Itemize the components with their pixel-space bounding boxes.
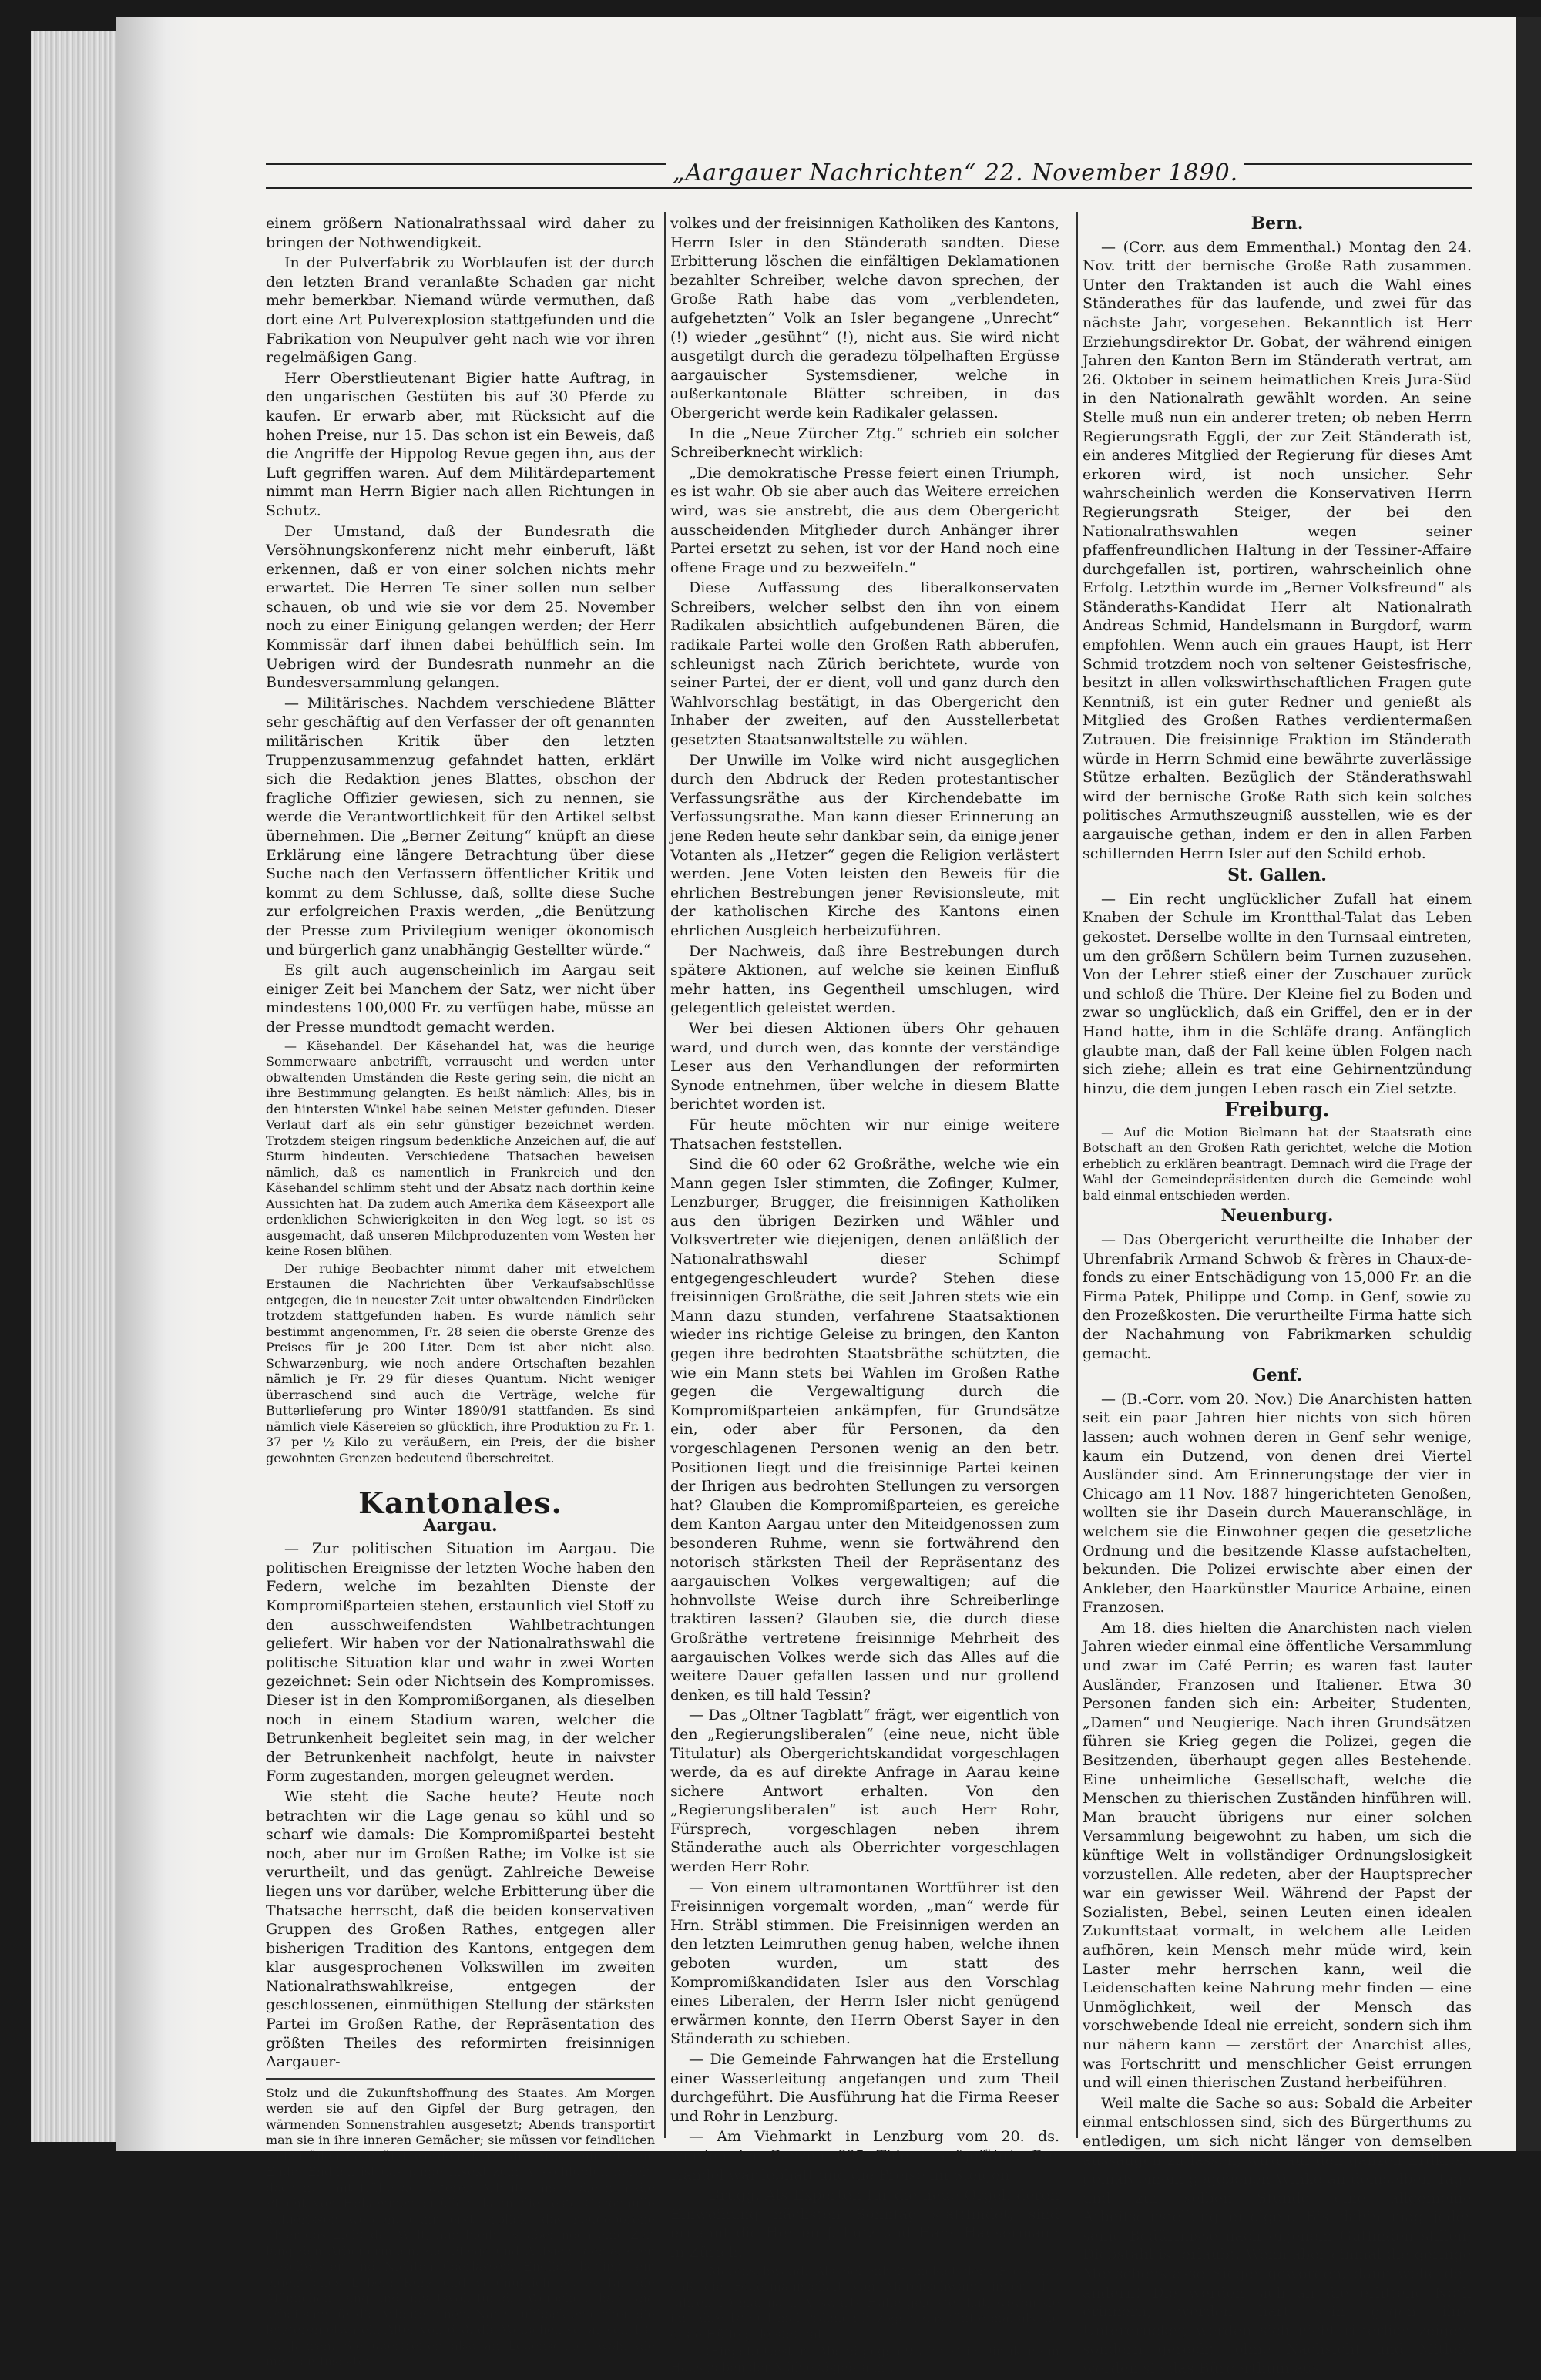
paragraph: Wie steht die Sache heute? Heute noch betrachten wir die Lage genau so kühl und so scharf wie damals: Die Kompromißpartei besteht noch, aber nur im Großen Rathe; im Volke ist sie verurtheilt, und das genügt. Zahlreiche Beweise liegen uns vor darüber, welche Erbitterung über die Thatsache herrscht, daß die beiden konservativen Gruppen des Großen Rathes, entgegen aller bisherigen Tradition des Kantons, entgegen dem klar ausgesprochenen Volkswillen im zweiten Nationalrathswahlkreise, entgegen der geschlossenen, einmüthigen Stellung der stärksten Partei im Großen Rathe, der Repräsentation des größten Theiles des reformirten freisinnigen Aargauer-	[266, 1788, 655, 2071]
paragraph: Der Umstand, daß der Bundesrath die Versöhnungskonferenz nicht mehr einberuft, läßt erkennen, daß er von einer solchen nichts mehr erwartet. Die Herren Te siner sollen nun selber schauen, ob und wie sie vor dem 25. November noch zu einer Einigung gelangen werden; der Herr Kommissär darf ihnen dabei behülflich sein. Im Uebrigen wird der Bundesrath nunmehr an die Bundesversammlung gelangen.	[266, 522, 655, 692]
paragraph: — Von einem ultramontanen Wortführer ist den Freisinnigen vorgemalt worden, „man“ werde für Hrn. Sträbl stimmen. Die Freisinnigen werden an den letzten Leimruthen genug haben, welche ihnen geboten wurden, um statt des Kompromißkandidaten Isler aus den Vorschlag eines Liberalen, der Herrn Isler nicht genügend erwärmen konnte, den Herrn Oberst Sayer in den Ständerath zu schieben.	[670, 1878, 1059, 2048]
column-rule-2	[1076, 212, 1078, 2138]
paragraph: — Brugg. Als Experten für die neue Orgel, deren Einweihung nächsten Sonntag stattfindet, sind ernannt die Herren J. Lutz und Hans Häusermann in Zürich.	[670, 2187, 1059, 2261]
paragraph: In die „Neue Zürcher Ztg.“ schrieb ein solcher Schreiberknecht wirklich:	[670, 425, 1059, 462]
paragraph: — Am Viehmarkt in Lenzburg vom 20. ds. wurden im Ganzen 695 Thiere aufgeführt. Der Handel war lebhaft und die Preise im Steigen.	[670, 2128, 1059, 2184]
paragraph: Herr Oberstlieutenant Bigier hatte Auftrag, in den ungarischen Gestüten bis auf 30 Pferde zu kaufen. Er erwarb aber, mit Rücksicht auf die hohen Preise, nur 15. Das schon ist ein Beweis, daß die Angriffe der Hippolog Revue gegen ihn, aus der Luft gegriffen waren. Auf dem Militärdepartement nimmt man Herrn Bigier nach allen Richtungen in Schutz.	[266, 369, 655, 519]
paragraph: volkes und der freisinnigen Katholiken des Kantons, Herrn Isler in den Ständerath sandten. Diese Erbitterung löschen die einfältigen Deklamationen bezahlter Schreiber, welche davon sprechen, der Große Rath habe das vom „verblendeten, aufgehetzten“ Volk an Isler begangene „Unrecht“ (!) wieder „gesühnt“ (!), nicht aus. Sie wird nicht ausgetilgt durch die geradezu tölpelhaften Ergüsse aargauischer Systemsdiener, welche in außerkantonale Blätter schreiben, in das Obergericht werde kein Radikaler gelassen.	[670, 215, 1059, 421]
paragraph: Sind die 60 oder 62 Großräthe, welche wie ein Mann gegen Isler stimmten, die Zofinger, Kulmer, Lenzburger, Brugger, die freisinnigen Katholiken aus den übrigen Bezirken und Wähler und Volksvertreter wie diejenigen, denen anläßlich der Nationalrathswahl dieser Schimpf entgegengeschleudert wurde? Stehen diese freisinnigen Großräthe, die seit Jahren stets wie ein Mann dazu stunden, verfahrene Staatsaktionen wieder ins richtige Geleise zu bringen, den Kanton gegen ihre bedrohten Staatsbräthe schützten, die wie ein Mann stets bei Wahlen im Großen Rathe gegen die Vergewaltigung durch die Kompromißparteien ankämpfen, für Grundsätze ein, oder aber für Personen, da den vorgeschlagenen Personen wenig an den betr. Positionen liegt und die freisinnige Partei keinen der Ihrigen aus bedrohten Stellungen zu versorgen hat? Glauben die Kompromißparteien, es gereiche dem Kanton Aargau unter den Miteidgenossen zum besonderen Ruhme, wenn sie fortwährend den notorisch stärksten Theil der Repräsentanz des aargauischen Volkes vergewaltigen; auf die hohnvollste Weise durch ihre Schreiberlinge traktiren lassen? Glauben sie, die durch diese Großräthe vertretene freisinnige Mehrheit des aargauischen Volkes werde sich das Alles auf die weitere Dauer gefallen lassen und nur grollend denken, es till hald Tessin?	[670, 1156, 1059, 1704]
paragraph: Der ruhige Beobachter nimmt daher mit etwelchem Erstaunen die Nachrichten über Verkaufsabschlüsse entgegen, die in neuester Zeit unter obwaltenden Eindrücken trotzdem stattgefunden haben. Es wurde nämlich sehr bestimmt angenommen, Fr. 28 seien die oberste Grenze des Preises für je 200 Liter. Dem ist aber nicht also. Schwarzenburg, wie noch andere Ortschaften bezahlen nämlich je Fr. 29 für dieses Quantum. Nicht weniger überraschend sind auch die Verträge, welche für Butterlieferung pro Winter 1890/91 stattfanden. Es sind nämlich viele Käsereien so glücklich, ihre Produktion zu Fr. 1. 37 per ½ Kilo zu veräußern, ein Preis, der die bisher gewohnten Grenzen bedeutend überschreitet.	[266, 1260, 655, 1465]
paragraph: In der Pulverfabrik zu Worblaufen ist der durch den letzten Brand veranlaßte Schaden gar nicht mehr bemerkbar. Niemand würde vermuthen, daß dort eine Art Pulverexplosion stattgefunden und die Fabrikation von Neupulver geht nach wie vor ihren regelmäßigen Gang.	[266, 254, 655, 367]
paragraph: Es gilt auch augenscheinlich im Aargau seit einiger Zeit bei Manchem der Satz, wer nicht über mindestens 100,000 Fr. zu verfügen habe, müsse an der Presse mundtodt gemacht werden.	[266, 962, 655, 1036]
masthead	[266, 158, 1472, 189]
paragraph: — Merenschwand. Als Seltenheit meldet der „Freisch.“, daß die Feuermannschaft von Merenschwand innert 1½ Jahren 10 mal nach Auswärts Hülfe geleistet hat, wovon sie im Jahre 1890 4 mal Prämien bezogen, das fünfte mal als die erste Hülfe geleistet hat.	[670, 2263, 1059, 2341]
paragraph: — Zur politischen Situation im Aargau. Die politischen Ereignisse der letzten Woche haben den Federn, welche im bezahlten Dienste der Kompromißparteien stehen, erstaunlich viel Stoff zu den ausschweifendsten Wahlbetrachtungen geliefert. Wir haben vor der Nationalrathswahl die politische Situation klar und wahr in zwei Worten gezeichnet: Sein oder Nichtsein des Kompromisses. Dieser ist in den Kompromißorganen, als dieselben noch in einem Stadium waren, welcher die Betrunkenheit begleitet sein mag, in der welcher der Betrunkenheit nachfolgt, heute in naivster Form zugestanden, morgen geleugnet werden.	[266, 1540, 655, 1785]
heading-neuenburg: Neuenburg.	[1220, 1206, 1334, 1227]
paragraph: „Die demokratische Presse feiert einen Triumph, es ist wahr. Ob sie aber auch das Weitere erreichen wird, was sie anstrebt, die aus dem Obergericht ausscheidenden Mitglieder durch Anhänger ihrer Partei ersetzt zu sehen, ist vor der Hand noch eine offene Frage und zu bezweifeln.“	[670, 464, 1059, 576]
section-title: Kantonales.	[358, 1485, 562, 1521]
binding-gutter	[116, 17, 200, 2151]
paragraph: Am 18. dies hielten die Anarchisten nach vielen Jahren wieder einmal eine öffentliche Versammlung und zwar im Café Perrin; es waren fast lauter Ausländer, Franzosen und Italiener. Etwa 30 Personen fanden sich ein: Arbeiter, Studenten, „Damen“ und Neugierige. Nach ihren Grundsätzen führen sie Krieg gegen die Polizei, gegen die Besitzenden, überhaupt gegen alles Bestehende. Eine unheimliche Gesellschaft, welche die Menschen zu thierischen Zuständen hinführen will. Man braucht übrigens nur einer solchen Versammlung beigewohnt zu haben, um sich die künftige Welt in vollständiger Ordnungslosigkeit vorzustellen. Alle redeten, aber der Hauptsprecher war ein gewisser Weil. Während der Papst der Sozialisten, Bebel, seinen Leuten einen idealen Zukunftstaat vormalt, in welchem alle Leiden aufhören, kein Mensch mehr müde wird, kein Laster mehr herrschen kann, weil die Leidenschaften keine Nahrung mehr finden — eine Unmöglichkeit, weil der Mensch das vorschwebende Ideal nie erreicht, sondern sich ihm nur nähern kann — zerstört der Anarchist alles, was Fortschritt und menschlicher Geist errungen und will einen thierischen Zustand herbeiführen.	[1083, 1619, 1472, 2092]
paragraph: — Ein recht unglücklicher Zufall hat einem Knaben der Schule im Krontthal-Talat das Leben gekostet. Derselbe wollte in den Turnsaal eintreten, um den größern Schülern beim Turnen zuzusehen. Von der Lehrer stieß einer der Zuschauer zurück und schloß die Thüre. Der Kleine fiel zu Boden und zwar so unglücklich, daß ein Griffel, den er in der Hand hatte, ihm in die Schläfe drang. Anfänglich glaubte man, daß der Fall keine üblen Folgen nach sich ziehe; allein es trat eine Gehirnentzündung hinzu, die dem jungen Leben rasch ein Ziel setzte.	[1083, 890, 1472, 1097]
paragraph: Diese Auffassung des liberalkonservaten Schreibers, welcher selbst den ihn von einem Radikalen absichtlich aufgebundenen Bären, die radikale Partei wolle den Großen Rath abberufen, schleunigst nach Zürich berichtete, wurde von seiner Partei, der er dient, voll und ganz durch den Wahlvorschlag bestätigt, in das Obergericht den Inhaber der zweiten, auf den Ausstellerbetat gesetzten Staatsanwaltstelle zu wählen.	[670, 579, 1059, 749]
heading-freiburg: Freiburg.	[1224, 1099, 1330, 1123]
paragraph: — (Corr. aus dem Emmenthal.) Montag den 24. Nov. tritt der bernische Große Rath zusammen. Unter den Traktanden ist auch die Wahl eines Ständerathes für das laufende, und zwei für das nächste Jahr, vorgesehen. Bekanntlich ist Herr Erziehungsdirektor Dr. Gobat, der während einigen Jahren den Kanton Bern im Ständerath vertrat, am 26. Oktober in seinem heimatlichen Kreis Jura-Süd in den Nationalrath gewählt worden. An seine Stelle muß nun ein anderer treten; ob neben Herrn Regierungsrath Eggli, der zur Zeit Ständerath ist, ein anderes Mitglied der Regierung für dieses Amt erkoren wird, ist noch unsicher. Sehr wahrscheinlich werden die Konservativen Herrn Regierungsrath Steiger, der bei den Nationalrathswahlen wegen seiner pfaffenfreundlichen Haltung in der Tessiner-Affaire durchgefallen ist, portiren, wahrscheinlich ohne Erfolg. Letzthin wurde im „Berner Volksfreund“ als Ständeraths-Kandidat Herr alt Nationalrath Andreas Schmid, Handelsmann in Burgdorf, warm empfohlen. Wenn auch ein graues Haupt, ist Herr Schmid trotzdem noch von seltener Geistesfrische, besitzt in allen volkswirthschaftlichen Fragen gute Kenntniß, ist ein guter Redner und genießt als Mitglied des Großen Rathes verdientermaßen Zutrauen. Die freisinnige Fraktion im Ständerath würde in Herrn Schmid eine bewährte zuverlässige Stütze erhalten. Bezüglich der Ständerathswahl wird der bernische Große Rath sich kein solches politisches Armuthszeugniß ausstellen, wie es der aargauische gethan, indem er den in allen Farben schillernden Herrn Isler auf den Schild erhob.	[1083, 238, 1472, 862]
paragraph: Stolz und die Zukunftshoffnung des Staates. Am Morgen werden sie auf den Gipfel der Burg getragen, den wärmenden Sonnenstrahlen ausgesetzt; Abends transportirt man sie in ihre inneren Gemächer; sie müssen vor feindlichen Ueberfällen geschützt werden; kurz, die Arbeit nimmt kein Ende. Endlich ist das junge Insekt zum Ausschlüpfen bereit, doch nur mit Hülfe der älteren Arbeiterinnen, die nun die Pflicht von Hebammen erfüllen, kann die feste Coconhülle aufgerissen werden; dann erst erblickt das neugeborene Thier das Licht der Welt; nun bleibt es aber noch eine Zeit lang den Arbeiterinnen, die Pflege und Aufsicht der älteren Geschwister und Nichten überlassen. Endlich beginnt ein eigentliches Leben: Kurz und vergnüglich ist es für die Männchen, lang und inhaltsvoll für die Weibchen, hart und arbeitsam für die Arbeiterinnen. Nach Lubbock erreichen die letzteren etwa ein Alter von 6–8, die Weibchen sogar von 13–15 Jahren, Sie übertreffen also an Lebensdauer wohl die meisten Insekten.	[266, 2085, 655, 2369]
feuilleton-rule	[266, 2078, 655, 2080]
section-subtitle: Aargau.	[423, 1515, 498, 1536]
paragraph: Für heute möchten wir nur einige weitere Thatsachen feststellen.	[670, 1116, 1059, 1153]
paragraph: Wer bei diesen Aktionen übers Ohr gehauen ward, und durch wen, das konnte der verständige Leser aus den Verhandlungen der reformirten Synode entnehmen, über welche in diesem Blatte berichtet worden ist.	[670, 1019, 1059, 1113]
column-1	[266, 214, 655, 2372]
paragraph: — Käsehandel. Der Käsehandel hat, was die heurige Sommerwaare anbetrifft, verrauscht und werden unter obwaltenden Umständen die Reste gering sein, die nicht an ihre Bestimmung gelangten. Es heißt nämlich: Alles, bis in den hintersten Winkel habe seinen Meister gefunden. Dieser Verlauf darf als ein sehr günstiger bezeichnet werden. Trotzdem steigen ringsum bedenkliche Anzeichen auf, die auf Sturm hindeuten. Verschiedene Thatsachen beweisen nämlich, daß es namentlich in Frankreich und den Käsehandel schlimm steht und der Absatz nach dorthin keine Aussichten hat. Da zudem auch Amerika dem Käseexport alle erdenklichen Schwierigkeiten in den Weg legt, so ist es ausgemacht, daß unseren Milchproduzenten vom Westen her keine Rosen blühen.	[266, 1038, 655, 1259]
paragraph: — Das „Oltner Tagblatt“ frägt, wer eigentlich von den „Regierungsliberalen“ (eine neue, nicht üble Titulatur) als Obergerichtskandidat vorgeschlagen werde, da es auf direkte Anfrage in Aarau keine sichere Antwort erhalten. Von den „Regierungsliberalen“ ist auch Herr Rohr, Fürsprech, vorgeschlagen neben ihrem Ständerathe auch als Oberrichter vorgeschlagen werden Herr Rohr.	[670, 1707, 1059, 1876]
scan-border	[1516, 17, 1541, 2151]
heading-st-gallen: St. Gallen.	[1227, 865, 1327, 886]
paragraph: — Militärisches. Nachdem verschiedene Blätter sehr geschäftig auf den Verfasser der oft genannten militärischen Kritik über den letzten Truppenzusammenzug gefahndet hatten, erklärt sich die Redaktion jenes Blattes, obschon der fragliche Offizier gewiesen, sich zu nennen, sie werde die Verantwortlichkeit für den Artikel selbst übernehmen. Die „Berner Zeitung“ knüpft an diese Erklärung eine längere Betrachtung über diese Suche nach den Verfassern öffentlicher Kritik und kommt zu dem Schlusse, daß, sollte diese Suche zur erfolgreichen Praxis werden, „die Benützung der Presse zum Privilegium weniger ökonomisch und bürgerlich ganz unabhängig Gestellter würde.“	[266, 694, 655, 958]
heading-genf: Genf.	[1251, 1365, 1303, 1386]
paragraph: Der Nachweis, daß ihre Bestrebungen durch spätere Aktionen, auf welche sie keinen Einfluß mehr hatten, ins Gegentheil umschlugen, wird gelegentlich geleistet werden.	[670, 942, 1059, 1017]
paragraph: einem größern Nationalrathssaal wird daher zu bringen der Nothwendigkeit.	[266, 215, 655, 251]
paragraph: — Auf die Motion Bielmann hat der Staatsrath eine Botschaft an den Großen Rath gerichtet, welche die Motion erheblich zu erklären beantragt. Demnach wird die Frage der Wahl der Gemeindepräsidenten durch die Gemeinde wohl bald einmal entschieden werden.	[1083, 1124, 1472, 1203]
heading-bern: Bern.	[1251, 213, 1304, 233]
masthead-rule-bottom	[266, 187, 1472, 189]
column-3	[1083, 214, 1472, 2380]
paragraph: Weil malte die Sache so aus: Sobald die Arbeiter einmal entschlossen sind, sich des Bürgerthums zu entledigen, um sich nicht länger von demselben aussaugen zu lassen, wird auf den ganzen Erdkreis gemäß einem gegebenen Winke an demselben Tage und zur selben Stunde eine allgemeine Arbeitseinstellung erfolgen. Bis dahin mag jeder seine Bedürfnisse nach eigenem Gutfinden stillen; Diebstahl ist erlaubt. Wenn aber einmal die geringe Menschenklasse Sieger geworden, dann wehe den andern! Die werden sich an die erlittene Noth erinnern, werden hart sein gegen ihre Unterdrücker, werden sich nicht ritterlich zeigen, sondern gerecht, ohne Nachsicht und Mitleid werden sie das Bürgerthum aus-	[1083, 2094, 1472, 2378]
paragraph: Der Unwille im Volke wird nicht ausgeglichen durch den Abdruck der Reden protestantischer Verfassungsräthe aus der Kirchendebatte im Verfassungsrathe. Man kann dieser Erinnerung an jene Reden heute sehr dankbar sein, da einige jener Votanten als „Hetzer“ gegen die Religion verlästert werden. Jene Voten leisten den Beweis für die ehrlichen Bestrebungen jener Revisionsleute, mit der katholischen Kirche des Kantons einen ehrlichen Ausgleich herbeizuführen.	[670, 751, 1059, 939]
paragraph: — (Eingef.) Gestern Abend gegen 9 Uhr ist in Dintiken ein Haus neben der Mühle abgebrannt.	[670, 2344, 1059, 2375]
paragraph: — (B.-Corr. vom 20. Nov.) Die Anarchisten hatten seit ein paar Jahren hier nichts von sich hören lassen; auch wohnen deren in Genf sehr wenige, kaum ein Dutzend, von denen drei Viertel Ausländer sind. Am Erinnerungstage der vier in Chicago am 11 Nov. 1887 hingerichteten Genoßen, wollten sie ihr Dasein durch Maueranschläge, in welchem sie die Einwohner gegen die gesetzliche Ordnung und die besitzende Klasse aufstachelten, bekunden. Die Polizei erwischte aber einen der Ankleber, den Haarkünstler Maurice Arbaine, einen Franzosen.	[1083, 1390, 1472, 1616]
column-rule-1	[664, 212, 666, 2138]
masthead-title: „Aargauer Nachrichten“ 22. November 1890.	[666, 159, 1244, 186]
paragraph: — Die Gemeinde Fahrwangen hat die Erstellung einer Wasserleitung angefangen und zum Theil durchgeführt. Die Ausführung hat die Firma Reeser und Rohr in Lenzburg.	[670, 2051, 1059, 2125]
column-2	[670, 214, 1059, 2377]
paragraph: — Das Obergericht verurtheilte die Inhaber der Uhrenfabrik Armand Schwob & frères in Chaux-de-fonds zu einer Entschädigung von 15,000 Fr. an die Firma Patek, Philippe und Comp. in Genf, sowie zu den Prozeßkosten. Die verurtheilte Firma hatte sich der Nachahmung von Fabrikmarken schuldig gemacht.	[1083, 1231, 1472, 1362]
